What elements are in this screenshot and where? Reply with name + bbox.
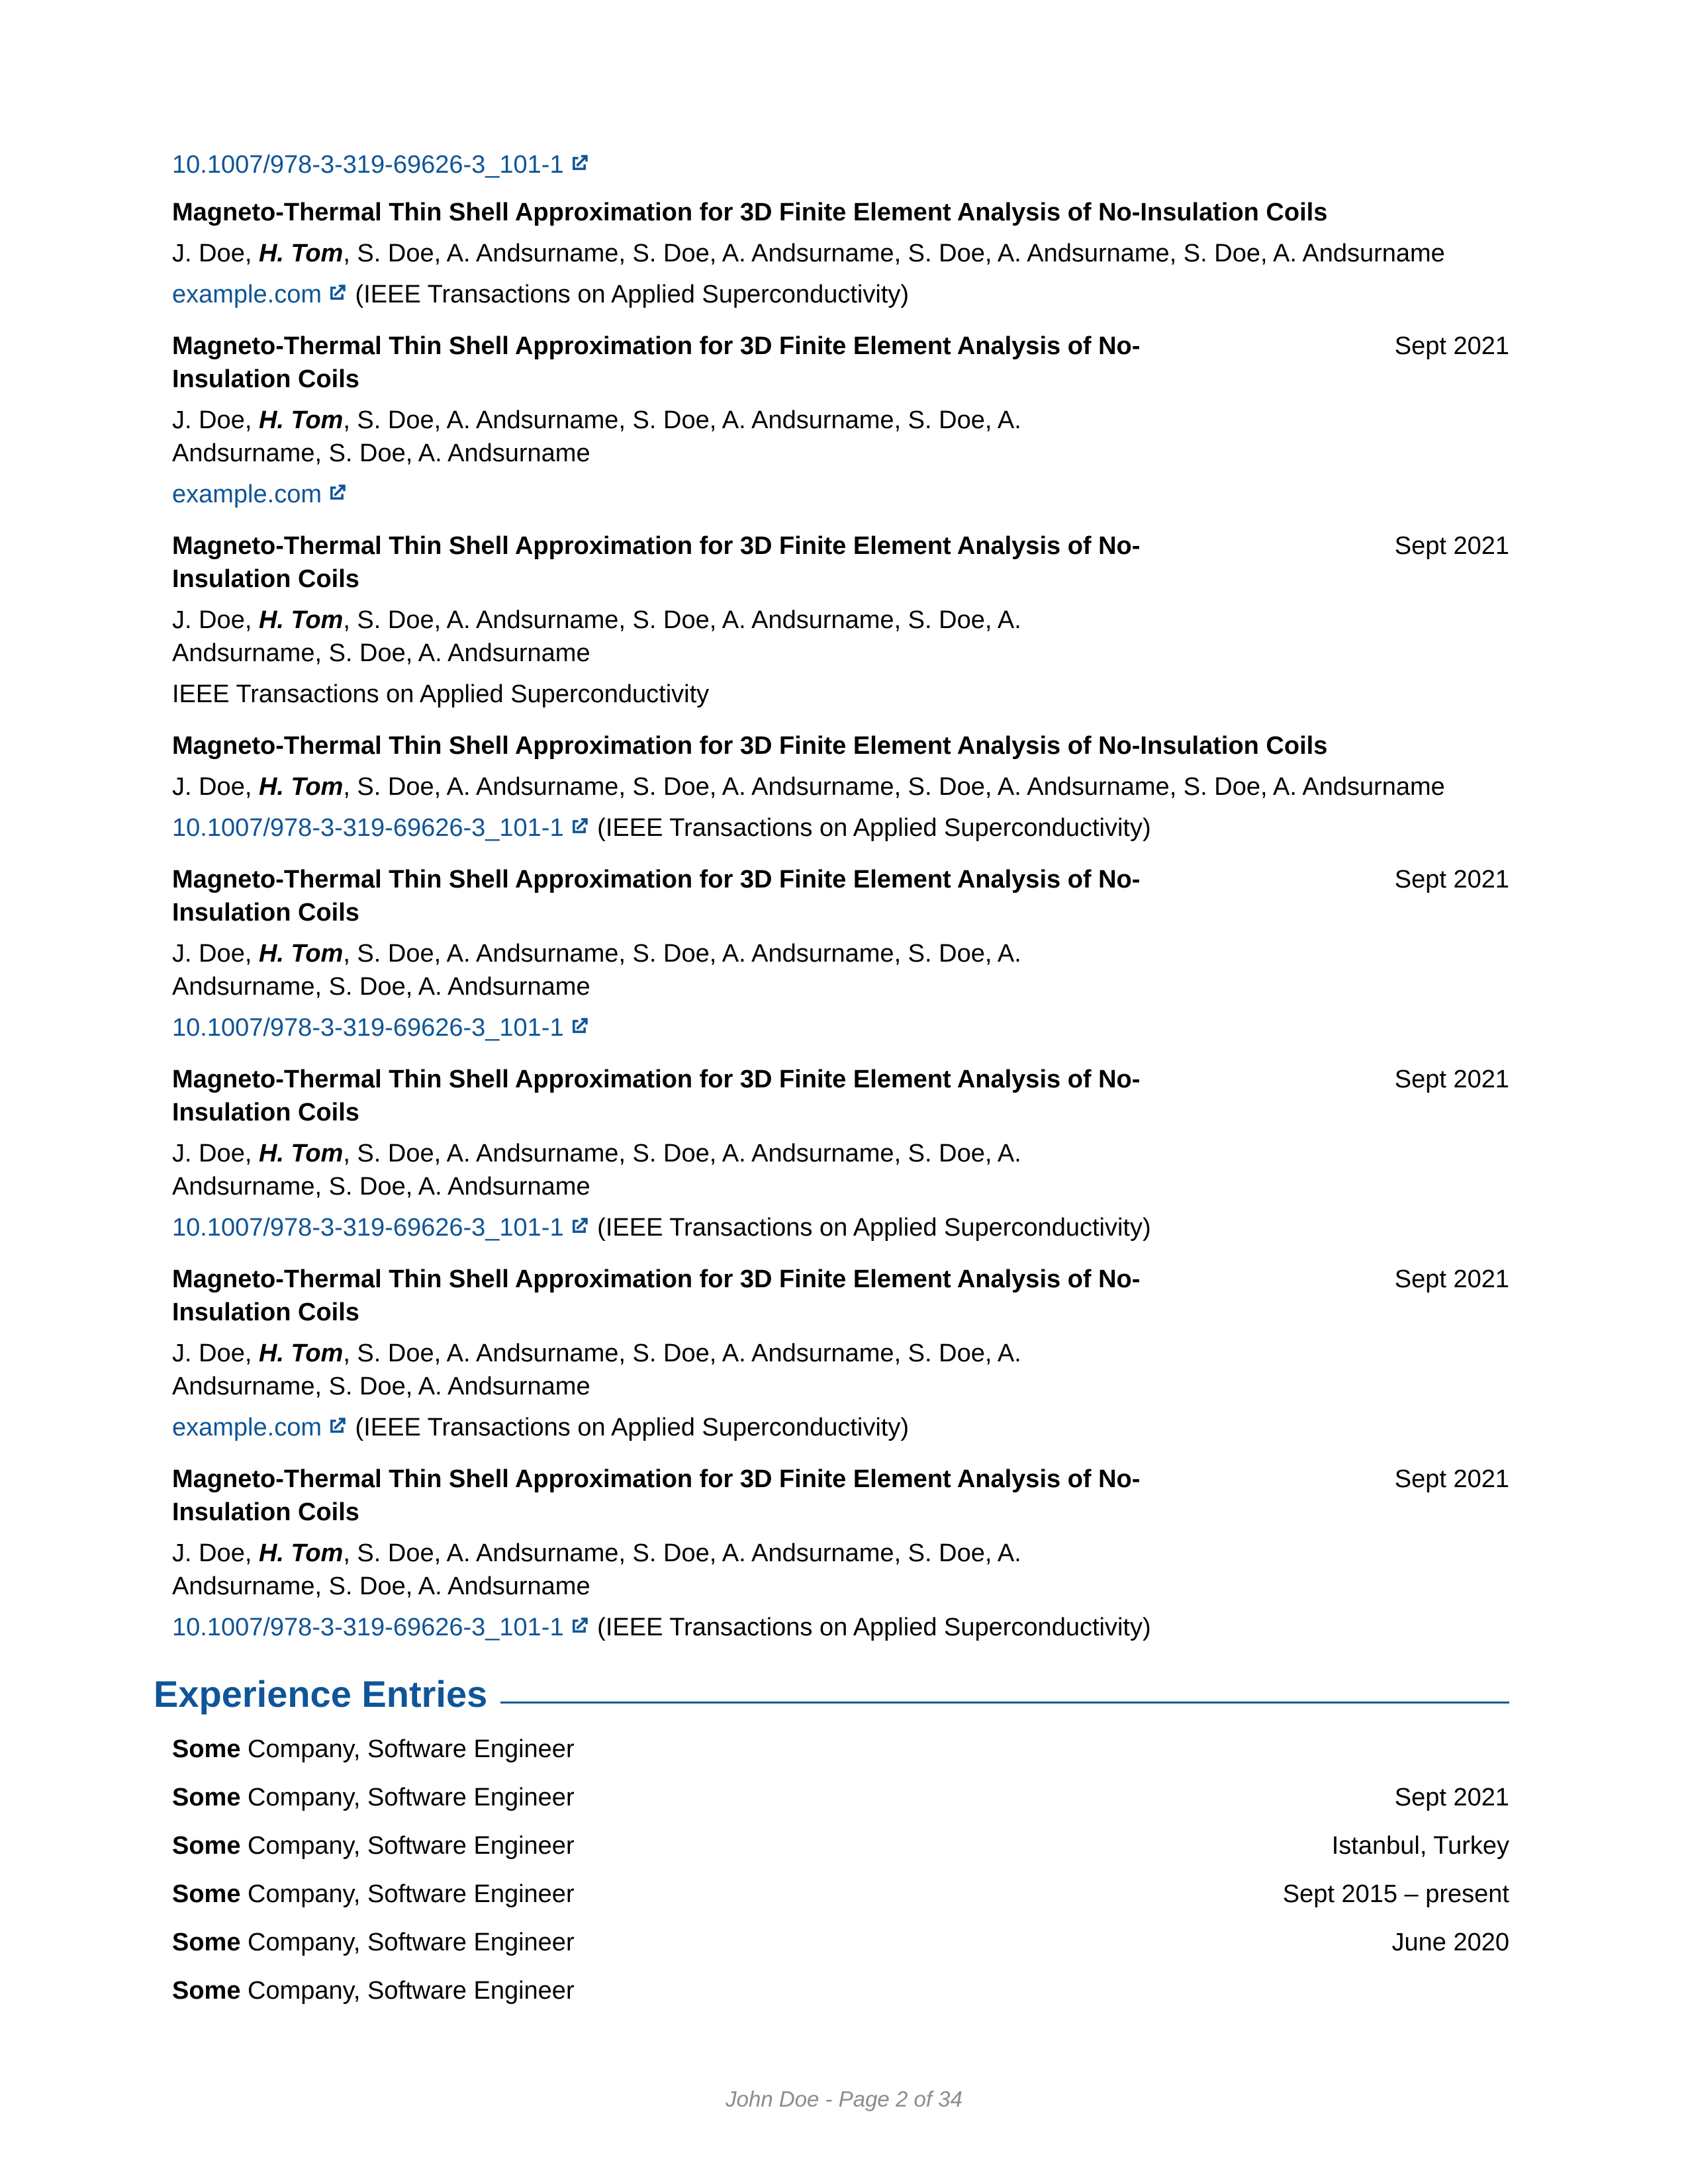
experience-entry <box>172 1781 1509 1814</box>
publication-entry <box>172 330 1509 511</box>
company-name-bold: Some <box>172 1832 241 1860</box>
publication-title: Magneto-Thermal Thin Shell Approximation for 3D Finite Element Analysis of No-Insulation Coils <box>172 199 1328 226</box>
authors-before: J. Doe, <box>172 940 259 968</box>
experience-heading <box>172 1733 575 1766</box>
publication-date: Sept 2021 <box>1394 1066 1509 1093</box>
experience-entry <box>172 1829 1509 1862</box>
page-content <box>154 148 1509 2023</box>
company-role: Company, Software Engineer <box>240 1929 575 1956</box>
doi-link[interactable] <box>172 151 590 179</box>
publication-link-text: example.com <box>172 480 322 508</box>
external-link-icon <box>568 152 590 175</box>
publication-links <box>172 478 1152 511</box>
publication-authors <box>172 1537 1152 1603</box>
experience-list <box>172 1733 1509 2007</box>
highlighted-author: H. Tom <box>258 606 344 634</box>
authors-after: , S. Doe, A. Andsurname, S. Doe, A. Andsurname, S. Doe, A. Andsurname, S. Doe, A. Andsurname <box>172 1340 1021 1400</box>
doi-link-text: 10.1007/978-3-319-69626-3_101-1 <box>172 151 564 179</box>
experience-heading <box>172 1781 575 1814</box>
company-name-bold: Some <box>172 1784 241 1811</box>
authors-before: J. Doe, <box>172 240 259 267</box>
experience-heading <box>172 1878 575 1911</box>
section-divider <box>500 1702 1509 1704</box>
publication-link-text: example.com <box>172 281 322 308</box>
authors-after: , S. Doe, A. Andsurname, S. Doe, A. Andsurname, S. Doe, A. Andsurname, S. Doe, A. Andsurname <box>172 1539 1021 1600</box>
experience-heading <box>172 1974 575 2007</box>
highlighted-author: H. Tom <box>258 240 344 267</box>
experience-entry <box>172 1974 1509 2007</box>
authors-after: , S. Doe, A. Andsurname, S. Doe, A. Andsurname, S. Doe, A. Andsurname, S. Doe, A. Andsurname <box>172 606 1021 667</box>
highlighted-author: H. Tom <box>258 1539 344 1567</box>
highlighted-author: H. Tom <box>258 1340 344 1367</box>
publication-link-text: 10.1007/978-3-319-69626-3_101-1 <box>172 1014 564 1042</box>
page-footer: John Doe - Page 2 of 34 <box>726 2087 962 2111</box>
experience-heading <box>172 1829 575 1862</box>
publication-entry <box>172 196 1509 311</box>
section-title: Experience Entries <box>154 1673 488 1715</box>
authors-before: J. Doe, <box>172 1340 259 1367</box>
publication-authors <box>172 1137 1152 1203</box>
publication-date: Sept 2021 <box>1394 1465 1509 1493</box>
publication-title: Magneto-Thermal Thin Shell Approximation for 3D Finite Element Analysis of No-Insulation Coils <box>172 332 1141 393</box>
publication-entry <box>172 863 1509 1044</box>
publication-links <box>172 1011 1152 1044</box>
publication-venue: (IEEE Transactions on Applied Superconductivity) <box>590 814 1151 842</box>
experience-entry <box>172 1733 1509 1766</box>
publication-entry <box>172 1463 1509 1644</box>
external-link-icon <box>326 1415 348 1437</box>
publication-link-text: example.com <box>172 1414 322 1441</box>
publication-authors <box>172 237 1509 270</box>
experience-right-detail: June 2020 <box>1391 1929 1509 1956</box>
external-link-icon <box>568 1615 590 1637</box>
publication-title: Magneto-Thermal Thin Shell Approximation for 3D Finite Element Analysis of No-Insulation Coils <box>172 866 1141 927</box>
authors-before: J. Doe, <box>172 773 259 801</box>
highlighted-author: H. Tom <box>258 406 344 434</box>
authors-after: , S. Doe, A. Andsurname, S. Doe, A. Andsurname, S. Doe, A. Andsurname, S. Doe, A. Andsurname <box>343 240 1445 267</box>
publication-venue: (IEEE Transactions on Applied Superconductivity) <box>348 1414 909 1441</box>
authors-before: J. Doe, <box>172 1140 259 1167</box>
authors-after: , S. Doe, A. Andsurname, S. Doe, A. Andsurname, S. Doe, A. Andsurname, S. Doe, A. Andsurname <box>172 406 1021 467</box>
authors-before: J. Doe, <box>172 406 259 434</box>
publication-authors <box>172 1337 1152 1403</box>
publication-authors <box>172 937 1152 1003</box>
experience-right-detail: Sept 2021 <box>1394 1784 1509 1811</box>
company-role: Company, Software Engineer <box>240 1880 575 1908</box>
company-name-bold: Some <box>172 1929 241 1956</box>
publication-authors <box>172 604 1152 670</box>
company-role: Company, Software Engineer <box>240 1784 575 1811</box>
experience-entry <box>172 1926 1509 1959</box>
publication-title: Magneto-Thermal Thin Shell Approximation for 3D Finite Element Analysis of No-Insulation Coils <box>172 532 1141 593</box>
company-name-bold: Some <box>172 1735 241 1763</box>
publication-venue: (IEEE Transactions on Applied Superconductivity) <box>348 281 909 308</box>
authors-before: J. Doe, <box>172 1539 259 1567</box>
publication-date: Sept 2021 <box>1394 866 1509 893</box>
section-header <box>154 1670 1509 1718</box>
publication-title: Magneto-Thermal Thin Shell Approximation for 3D Finite Element Analysis of No-Insulation Coils <box>172 1066 1141 1126</box>
company-name-bold: Some <box>172 1880 241 1908</box>
external-link-icon <box>568 1015 590 1038</box>
experience-entry <box>172 1878 1509 1911</box>
company-role: Company, Software Engineer <box>240 1977 575 2005</box>
publication-date: Sept 2021 <box>1394 1265 1509 1293</box>
publication-link-text: 10.1007/978-3-319-69626-3_101-1 <box>172 1214 564 1242</box>
publication-links <box>172 1211 1152 1244</box>
highlighted-author: H. Tom <box>258 940 344 968</box>
experience-heading <box>172 1926 575 1959</box>
publication-link[interactable] <box>172 281 348 308</box>
publication-link[interactable] <box>172 1614 590 1641</box>
external-link-icon <box>568 815 590 838</box>
publication-link[interactable] <box>172 814 590 842</box>
publication-venue: (IEEE Transactions on Applied Superconductivity) <box>590 1614 1151 1641</box>
publication-title: Magneto-Thermal Thin Shell Approximation for 3D Finite Element Analysis of No-Insulation Coils <box>172 1265 1141 1326</box>
publication-links <box>172 811 1509 844</box>
external-link-icon <box>326 482 348 504</box>
experience-right-detail: Istanbul, Turkey <box>1331 1832 1509 1860</box>
publication-link-text: 10.1007/978-3-319-69626-3_101-1 <box>172 814 564 842</box>
company-role: Company, Software Engineer <box>240 1832 575 1860</box>
publication-link[interactable] <box>172 1014 590 1042</box>
company-name-bold: Some <box>172 1977 241 2005</box>
publication-title: Magneto-Thermal Thin Shell Approximation for 3D Finite Element Analysis of No-Insulation Coils <box>172 732 1328 760</box>
publication-date: Sept 2021 <box>1394 332 1509 360</box>
publication-venue: (IEEE Transactions on Applied Superconductivity) <box>590 1214 1151 1242</box>
publication-venue: IEEE Transactions on Applied Superconductivity <box>172 680 710 708</box>
publication-links <box>172 678 1152 711</box>
publication-authors <box>172 770 1509 803</box>
publication-links <box>172 1611 1152 1644</box>
publication-entry <box>172 529 1509 711</box>
highlighted-author: H. Tom <box>258 773 344 801</box>
publication-link-text: 10.1007/978-3-319-69626-3_101-1 <box>172 1614 564 1641</box>
company-role: Company, Software Engineer <box>240 1735 575 1763</box>
publications-list <box>172 196 1509 1644</box>
publication-links <box>172 1411 1152 1444</box>
authors-before: J. Doe, <box>172 606 259 634</box>
publication-entry <box>172 1063 1509 1244</box>
authors-after: , S. Doe, A. Andsurname, S. Doe, A. Andsurname, S. Doe, A. Andsurname, S. Doe, A. Andsurname <box>343 773 1445 801</box>
highlighted-author: H. Tom <box>258 1140 344 1167</box>
publication-link[interactable] <box>172 1214 590 1242</box>
publication-entry <box>172 729 1509 844</box>
publication-links <box>172 278 1509 311</box>
publication-title: Magneto-Thermal Thin Shell Approximation for 3D Finite Element Analysis of No-Insulation Coils <box>172 1465 1141 1526</box>
external-link-icon <box>326 282 348 304</box>
authors-after: , S. Doe, A. Andsurname, S. Doe, A. Andsurname, S. Doe, A. Andsurname, S. Doe, A. Andsurname <box>172 940 1021 1001</box>
external-link-icon <box>568 1215 590 1238</box>
top-doi-line <box>172 148 1509 181</box>
publication-entry <box>172 1263 1509 1444</box>
publication-link[interactable] <box>172 480 348 508</box>
publication-authors <box>172 404 1152 470</box>
experience-right-detail: Sept 2015 – present <box>1282 1880 1509 1908</box>
publication-link[interactable] <box>172 1414 348 1441</box>
publication-date: Sept 2021 <box>1394 532 1509 560</box>
authors-after: , S. Doe, A. Andsurname, S. Doe, A. Andsurname, S. Doe, A. Andsurname, S. Doe, A. Andsurname <box>172 1140 1021 1201</box>
